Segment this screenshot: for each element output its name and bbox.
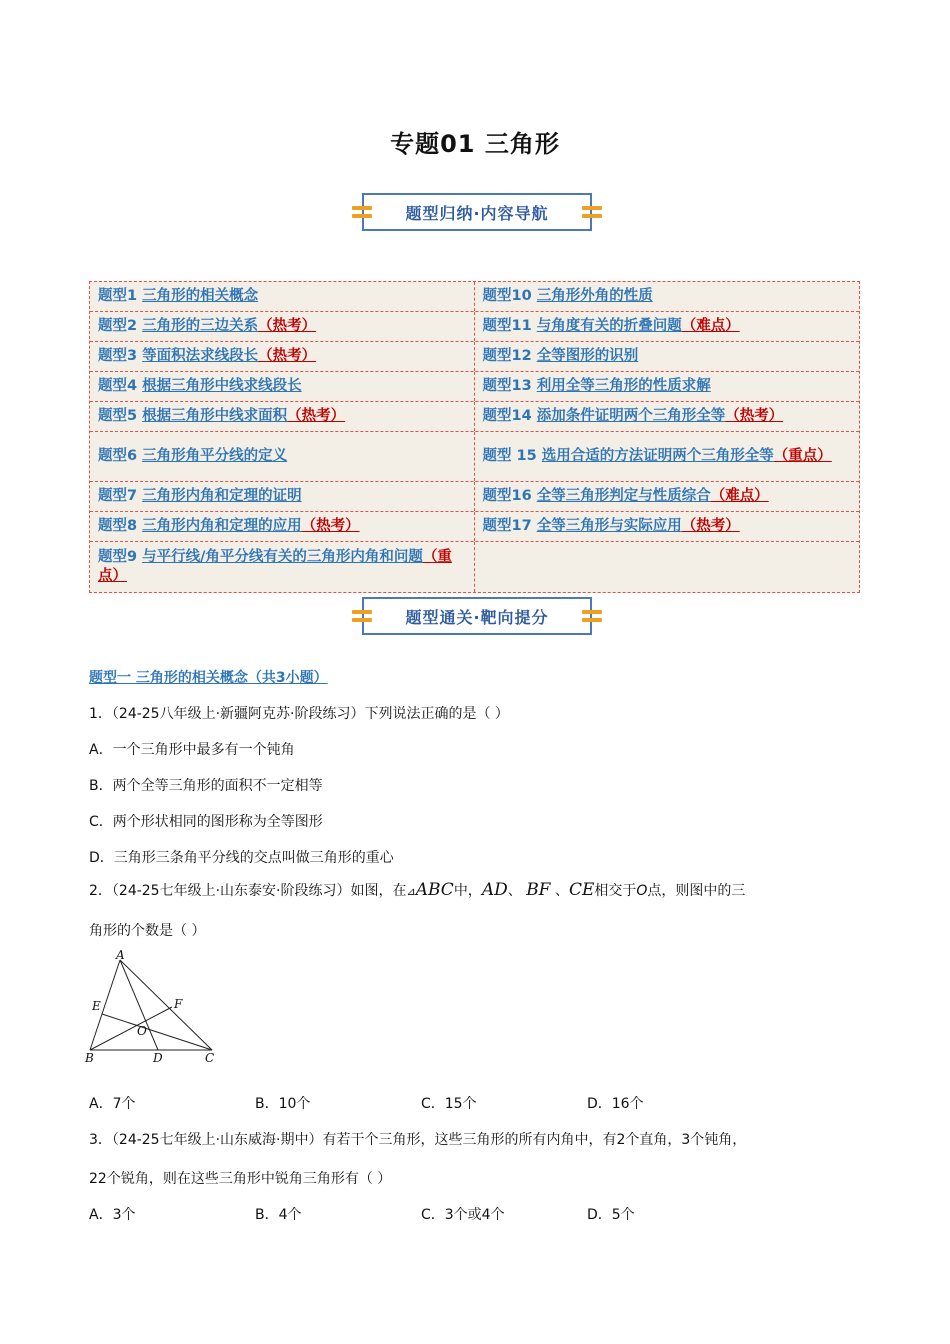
side-ca [120,960,212,1050]
nav-item[interactable]: 题型6 三角形角平分线的定义 [90,432,475,481]
label-a: A [116,950,125,962]
q2-stem-cont: 角形的个数是（ ） [89,923,206,939]
q1-option-d: D．三角形三条角平分线的交点叫做三角形的重心 [89,850,394,866]
nav-item[interactable]: 题型10 三角形外角的性质 [482,288,653,304]
label-f: F [174,997,183,1011]
nav-banner [362,193,592,231]
nav-item[interactable]: 题型11 与角度有关的折叠问题（难点） [482,318,740,334]
equals-icon [582,608,602,624]
page-title: 专题01 三角形 [390,130,560,158]
nav-item[interactable]: 题型5 根据三角形中线求面积（热考） [90,402,475,431]
nav-item[interactable]: 题型7 三角形内角和定理的证明 [90,482,475,511]
q3-stem: 3．（24-25七年级上·山东威海·期中）有若干个三角形，这些三角形的所有内角中，有2个直角，3个钝角， [89,1132,747,1148]
q3-options [89,1204,753,1224]
nav-row [90,312,859,342]
q3-option-c: C．3个或4个 [421,1207,505,1223]
q1-option-c: C．两个形状相同的图形称为全等图形 [89,814,323,830]
label-b: B [85,1051,94,1065]
nav-item[interactable]: 题型9 与平行线/角平分线有关的三角形内角和问题（重点） [90,542,475,592]
nav-item[interactable]: 题型2 三角形的三边关系（热考） [90,312,475,341]
line-ce [102,1014,212,1050]
nav-banner-label: 题型归纳·内容导航 [405,203,549,223]
nav-row [90,342,859,372]
label-c: C [205,1051,215,1065]
label-o: O [137,1024,147,1038]
nav-item-empty [475,542,860,592]
nav-row [90,482,859,512]
nav-row [90,372,859,402]
q1-stem: 1．（24-25八年级上·新疆阿克苏·阶段练习）下列说法正确的是（ ） [89,706,509,722]
q2-stem: 2．（24-25七年级上·山东泰安·阶段练习）如图，在⊿ABC中，AD、 BF 、CE相交于O点，则图中的三 [89,880,746,900]
nav-item[interactable]: 题型16 全等三角形判定与性质综合（难点） [482,488,769,504]
q2-options [89,1093,753,1113]
nav-row [90,282,859,312]
topic-navigation-table [89,281,860,593]
q1-option-a: A．一个三角形中最多有一个钝角 [89,742,295,758]
nav-item[interactable]: 题型13 利用全等三角形的性质求解 [482,378,711,394]
label-d: D [153,1051,163,1065]
q2-option-c: C．15个 [421,1096,477,1112]
practice-banner-label: 题型通关·靶向提分 [405,607,549,627]
nav-item[interactable]: 题型12 全等图形的识别 [482,348,639,364]
q2-option-d: D．16个 [587,1096,644,1112]
q3-option-b: B．4个 [255,1207,302,1223]
nav-item[interactable]: 题型17 全等三角形与实际应用（热考） [482,518,740,534]
nav-item[interactable]: 题型8 三角形内角和定理的应用（热考） [90,512,475,541]
equals-icon [582,204,602,220]
nav-row [90,402,859,432]
label-e: E [92,999,101,1013]
q3-stem-cont: 22个锐角，则在这些三角形中锐角三角形有（ ） [89,1171,392,1187]
nav-row [90,542,859,592]
nav-row [90,432,859,482]
section-heading[interactable]: 题型一 三角形的相关概念（共3小题） [89,670,328,686]
nav-item[interactable]: 题型1 三角形的相关概念 [90,282,475,311]
q2-option-b: B．10个 [255,1096,311,1112]
nav-row [90,512,859,542]
equals-icon [352,204,372,220]
nav-item[interactable]: 题型3 等面积法求线段长（热考） [90,342,475,371]
nav-item[interactable]: 题型14 添加条件证明两个三角形全等（热考） [482,408,784,424]
q3-option-a: A．3个 [89,1207,136,1223]
practice-banner [362,597,592,635]
nav-item[interactable]: 题型4 根据三角形中线求线段长 [90,372,475,401]
equals-icon [352,608,372,624]
triangle-figure [84,950,224,1066]
q3-option-d: D．5个 [587,1207,635,1223]
nav-item[interactable]: 题型 15 选用合适的方法证明两个三角形全等（重点） [482,448,832,464]
q1-option-b: B．两个全等三角形的面积不一定相等 [89,778,323,794]
q2-option-a: A．7个 [89,1096,136,1112]
